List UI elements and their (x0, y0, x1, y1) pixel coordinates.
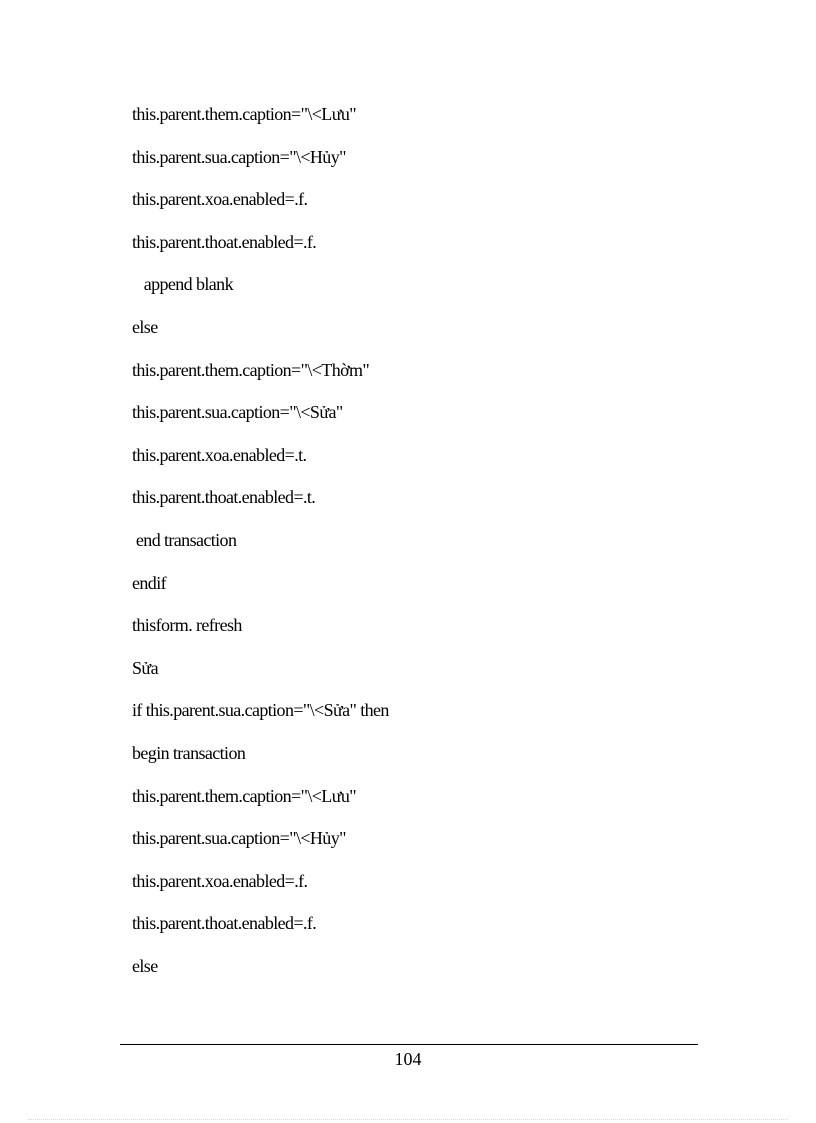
footer-divider (120, 1044, 698, 1045)
code-line: this.parent.them.caption="\<Lưu" (132, 104, 357, 124)
code-line: else (132, 316, 158, 337)
code-line: this.parent.xoa.enabled=.t. (132, 444, 307, 465)
code-line: this.parent.sua.caption="\<Hủy" (132, 146, 346, 167)
code-line: this.parent.them.caption="\<Thờm" (132, 359, 370, 380)
code-line: this.parent.sua.caption="\<Hủy" (132, 828, 346, 849)
code-line: this.parent.thoat.enabled=.f. (132, 231, 317, 252)
code-line: endif (132, 572, 166, 593)
code-line: this.parent.sua.caption="\<Sửa" (132, 402, 343, 423)
page-bottom-edge (28, 1119, 788, 1120)
code-line: else (132, 955, 158, 976)
section-heading: Sửa (132, 657, 158, 678)
code-line: this.parent.thoat.enabled=.f. (132, 913, 317, 934)
code-line: append blank (132, 274, 233, 295)
code-line: thisform. refresh (132, 615, 242, 636)
code-line: this.parent.them.caption="\<Lưu" (132, 785, 357, 806)
code-listing (132, 101, 732, 995)
code-line: if this.parent.sua.caption="\<Sửa" then (132, 700, 389, 721)
page-number: 104 (394, 1049, 422, 1069)
code-line: begin transaction (132, 742, 246, 763)
code-line: this.parent.xoa.enabled=.f. (132, 189, 308, 210)
code-line: this.parent.xoa.enabled=.f. (132, 870, 308, 891)
code-line: this.parent.thoat.enabled=.t. (132, 487, 316, 508)
code-line: end transaction (132, 529, 237, 550)
